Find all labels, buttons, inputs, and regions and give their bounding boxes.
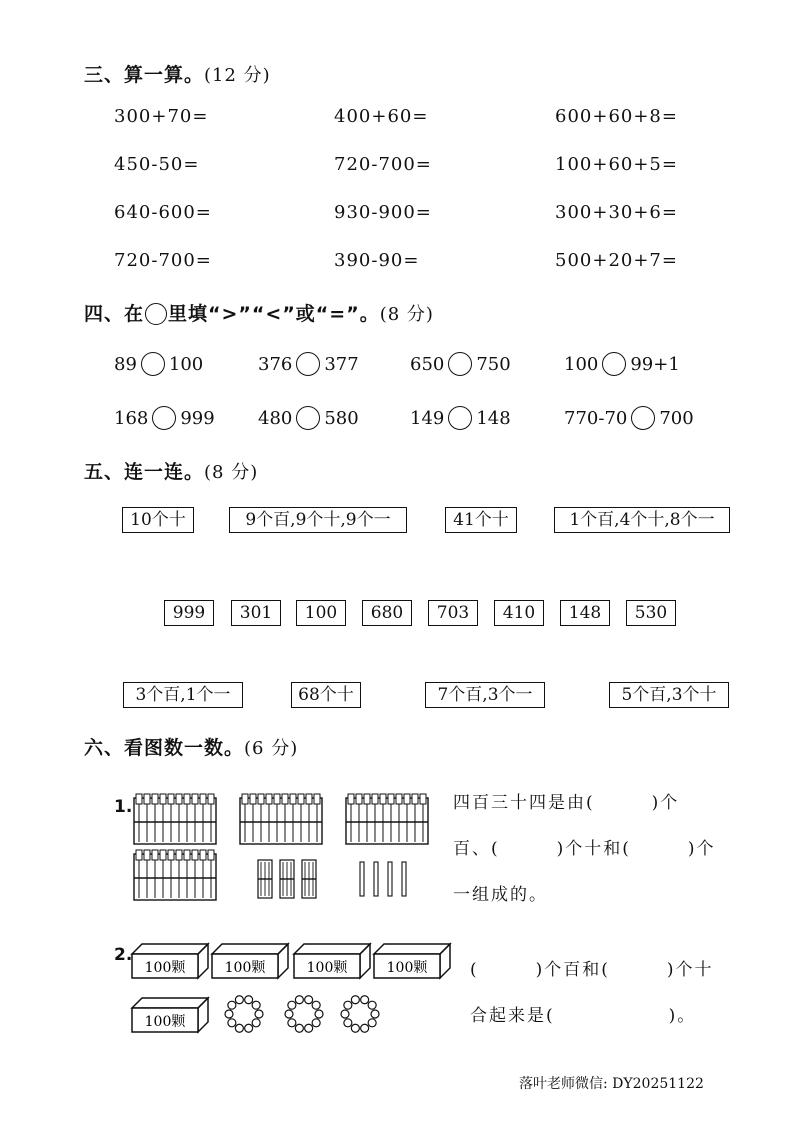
candy-box-label: 100颗 [386,960,428,976]
section5-heading [84,457,258,484]
single-stick-icon [374,862,378,896]
answer-circle[interactable] [602,352,626,376]
hundred-bundle-icon [240,794,322,844]
compare-item [114,406,215,430]
section4-title-b: 里填“>”“<”或“=”。 [168,303,380,325]
compare-right: 999 [180,407,215,429]
match-box-top[interactable]: 41个十 [445,507,517,533]
section6-score: (6 分) [244,738,299,759]
section5-score: (8 分) [204,462,259,483]
candy-box [292,942,372,978]
ten-bead-ring-icon [285,996,323,1033]
compare-item [258,352,359,376]
calc-problem: 500+20+7= [555,250,678,271]
compare-right: 580 [324,407,359,429]
ten-bundle-icon [302,860,316,898]
answer-circle[interactable] [448,352,472,376]
question-2-number: 2. [114,945,133,965]
footer-contact: 落叶老师微信: DY20251122 [519,1076,704,1092]
answer-circle[interactable] [631,406,655,430]
question-2-line2: 合起来是( )。 [470,1006,697,1026]
hundred-bundle-icon [134,850,216,900]
answer-circle[interactable] [296,406,320,430]
calc-problem: 300+70= [114,106,209,127]
compare-left: 168 [114,407,149,429]
compare-item [114,352,203,376]
compare-left: 376 [258,353,293,375]
answer-circle[interactable] [448,406,472,430]
candy-box-label: 100颗 [144,1014,186,1030]
candy-box-label: 100颗 [144,960,186,976]
section5-title: 五、连一连。 [84,461,205,483]
section4-score: (8 分) [379,304,434,325]
compare-left: 89 [114,353,137,375]
match-box-top[interactable]: 1个百,4个十,8个一 [554,507,730,533]
question-1-number: 1. [114,797,133,817]
candy-box-label: 100颗 [224,960,266,976]
section3-title: 三、算一算。 [84,64,205,86]
match-number-box[interactable]: 999 [164,600,214,626]
compare-right: 700 [659,407,694,429]
calc-problem: 390-90= [334,250,420,271]
answer-circle[interactable] [141,352,165,376]
section3-heading [84,60,271,87]
answer-circle[interactable] [296,352,320,376]
calc-problem: 720-700= [334,154,432,175]
candy-box-label: 100颗 [306,960,348,976]
compare-item [564,406,694,430]
question-1-line1: 四百三十四是由( )个 [453,793,680,813]
compare-right: 99+1 [630,353,680,375]
ten-bundle-icon [258,860,272,898]
match-box-top[interactable]: 9个百,9个十,9个一 [229,507,407,533]
compare-item [258,406,359,430]
hundred-bundle-icon [134,794,216,844]
calc-problem: 300+30+6= [555,202,678,223]
section4-heading [84,299,434,326]
match-number-box[interactable]: 680 [362,600,412,626]
match-box-bottom[interactable]: 68个十 [291,682,361,708]
candy-box [130,996,210,1032]
candy-rings-illustration [222,990,392,1040]
compare-left: 149 [410,407,445,429]
compare-item [564,352,680,376]
compare-right: 750 [476,353,511,375]
section4-title-a: 四、在 [84,303,145,325]
match-number-box[interactable]: 410 [494,600,544,626]
match-number-box[interactable]: 530 [626,600,676,626]
candy-box [210,942,290,978]
calc-problem: 450-50= [114,154,200,175]
match-box-bottom[interactable]: 7个百,3个一 [425,682,545,708]
section6-title: 六、看图数一数。 [84,737,245,759]
candy-box [130,942,210,978]
match-box-bottom[interactable]: 3个百,1个一 [123,682,243,708]
compare-left: 770-70 [564,407,628,429]
compare-item [410,352,511,376]
single-stick-icon [388,862,392,896]
calc-problem: 930-900= [334,202,432,223]
ten-bundle-icon [280,860,294,898]
calc-problem: 720-700= [114,250,212,271]
single-stick-icon [360,862,364,896]
compare-left: 480 [258,407,293,429]
stick-bundles-illustration [128,792,428,902]
question-1-line2: 百、( )个十和( )个 [453,839,716,859]
compare-left: 650 [410,353,445,375]
calc-problem: 100+60+5= [555,154,678,175]
single-stick-icon [402,862,406,896]
compare-right: 377 [324,353,359,375]
answer-circle[interactable] [152,406,176,430]
compare-left: 100 [564,353,599,375]
hundred-bundle-icon [346,794,428,844]
question-2-line1: ( )个百和( )个十 [470,960,714,980]
match-number-box[interactable]: 703 [428,600,478,626]
circle-icon [145,303,167,325]
match-box-bottom[interactable]: 5个百,3个十 [609,682,729,708]
section6-heading [84,733,298,760]
match-number-box[interactable]: 148 [560,600,610,626]
section3-score: (12 分) [204,65,271,86]
match-number-box[interactable]: 301 [231,600,281,626]
ten-bead-ring-icon [341,996,379,1033]
match-number-box[interactable]: 100 [296,600,346,626]
calc-problem: 400+60= [334,106,429,127]
compare-item [410,406,511,430]
calc-problem: 640-600= [114,202,212,223]
calc-problem: 600+60+8= [555,106,678,127]
ten-bead-ring-icon [225,996,263,1033]
compare-right: 148 [476,407,511,429]
candy-box [372,942,452,978]
match-box-top[interactable]: 10个十 [122,507,194,533]
question-1-line3: 一组成的。 [453,885,548,905]
compare-right: 100 [168,353,204,375]
